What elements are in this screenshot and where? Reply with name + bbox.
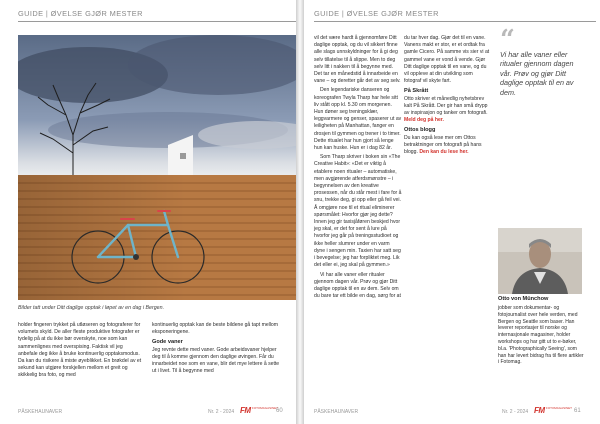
paragraph: Som Tharp skriver i boken sin «The Creative Habit»: «Det er viktig å etablere noen ritualer – automatiske, men avgjørende atferdsmønstre – i begynnelsen av den kreative prosessen, når du står mest i fare for å snu, trekke deg, gi opp eller gå feil vei. Å omgjøre noe til et ritual eliminerer spørsmålet: Hvorfor gjør jeg dette? Innen jeg gir taxisjåføren beskjed hvor jeg skal, er det for sent å lure på hvorfor jeg går på treningsstudioet og ikke heller slumrer under en varm dyne i sengen min. Taxien har satt seg i bevegelse; jeg har forpliktet meg. Lik det eller ei, jeg skal på gymmen.» (314, 154, 402, 269)
page-number: 60 (276, 408, 283, 414)
subheading-pa-skraatt: På Skrått (404, 88, 429, 95)
paragraph: Den legendariske danseren og koreografen Twyla Tharp har hele sitt liv stått opp kl. 5.30 om morgenen. Hun døner seg treningsklær, leggvarmere og genser, spaserer ut av leiligheten på Manhattan, fanger en drosjen til gymmen og trener i to timer. Dette ritualet har hun gjort så lenge hun kan huske. Hun er i dag 82 år. (314, 87, 402, 152)
fotomagasinet-logo: FM FOTOMAGASINET (534, 406, 572, 415)
section-head: GUIDE | ØVELSE GJØR MESTER (314, 9, 439, 18)
paragraph: holder fingeren trykket på utløseren og fotograferer for volumets skyld. De aller fleste produktive fotografer er tydelig på at du ikke bør overskyte, noe som kan sammenlignes med overspising. Faktisk vil jeg anbefale deg ikke å bruke kontinuerlig opptaksmodus. Da kan du risikere å miste øyeblikket. En brøkdel av et sekund kan utgjøre forskjellen mellom et greit og skikkelig bra foto, og med (18, 322, 142, 379)
footer-issue: Nr. 2 - 2024 (208, 409, 235, 415)
bio-name: Otto von Münchow (498, 296, 549, 302)
right-column-2 (404, 35, 490, 158)
left-page (0, 0, 296, 424)
portrait-illustration (498, 228, 582, 294)
author-portrait (498, 228, 582, 294)
section-head: GUIDE | ØVELSE GJØR MESTER (18, 9, 143, 18)
photo-illustration (18, 35, 296, 300)
paragraph: Du kan også lese mer om Ottos betraktninger om fotografi på hans blogg. Den kan du lese her. (404, 134, 482, 156)
paragraph: kontinuerlig opptak kan de beste bildene gå tapt mellom eksponeringene. (152, 322, 279, 336)
paragraph: Vi har alle vaner eller ritualer gjennom dagen vår. Prøv og gjør Ditt daglige opptak til en av dem. Selv om du bare tar ett bilde en dag, sørg for at (314, 271, 401, 300)
spread-gutter (296, 0, 304, 424)
right-column-1 (314, 35, 402, 302)
footer-title: PÅSKEHAUNAVER (314, 409, 359, 415)
subheading-ottos-blogg: Ottos blogg (404, 127, 436, 134)
page-number: 61 (574, 408, 581, 414)
paragraph: vil det være hardt å gjennomføre Ditt daglige opptak, og du vil sikkert finne alle slags unnskyldninger for å gi deg selv tillatelse til å slippe. Men to deg selv litt i nakken til å begynne med. Det tar en månedstid å innarbeide en vane – og deretter går det av seg selv. (314, 35, 401, 85)
bicycle-photo (18, 35, 296, 300)
quote-mark-icon: “ (500, 25, 515, 55)
paragraph: Otto skriver et månedlig nyhetsbrev kalt På Skrått. Der gir han små drypp av inspirasjon og tanker om fotografi. Meld deg på her. (404, 95, 488, 124)
pull-quote: Vi har alle vaner eller ritualer gjennom dagen vår. Prøv og gjør Ditt daglige opptak til en av dem. (500, 50, 574, 97)
bio-text: jobber som dokumentar- og fotojournalist over hele verden, med Bergen og Seattle som baser. Han leverer reportasjer til norske og internasjonale magasiner, holder workshops og har gitt ut to e-bøker, bl.a. 'Photographically Seeing', som han har levert bidrag fra til flere artikler i Fotomag. (498, 305, 584, 366)
footer-title: PÅSKEHAUNAVER (18, 409, 63, 415)
photo-caption: Bilder tatt under Ditt daglige opptak i løpet av en dag i Bergen. (18, 305, 165, 311)
header-rule (314, 21, 596, 22)
blog-link[interactable]: Den kan du lese her. (419, 149, 469, 156)
fotomagasinet-logo: FM FOTOMAGASINET (240, 406, 278, 415)
paragraph: Jeg revnte dette med vaner. Gode arbeidsvaner hjelper deg til å komme gjennom den daglige øvingen. Får du innarbeidet noe som en vane, blir det mye lettere å sette ut i livet. Til å begynne med (152, 346, 280, 375)
footer-issue: Nr. 2 - 2024 (502, 409, 529, 415)
left-column-2 (152, 322, 284, 377)
left-column-1 (18, 322, 142, 382)
paragraph: du tar hver dag. Gjør det til en vane. Vanens makt er stor, er et ordtak fra gamle Cicero. På samme vis sier vi at gammel vane er vond å vende. Gjør Ditt daglige opptak til en vane, og du vil oppleve at din utvikling som fotograf vil skyte fart. (404, 35, 490, 85)
header-rule (18, 21, 296, 22)
newsletter-link[interactable]: Meld deg på her. (404, 117, 444, 124)
subheading-gode-vaner: Gode vaner (152, 339, 183, 346)
